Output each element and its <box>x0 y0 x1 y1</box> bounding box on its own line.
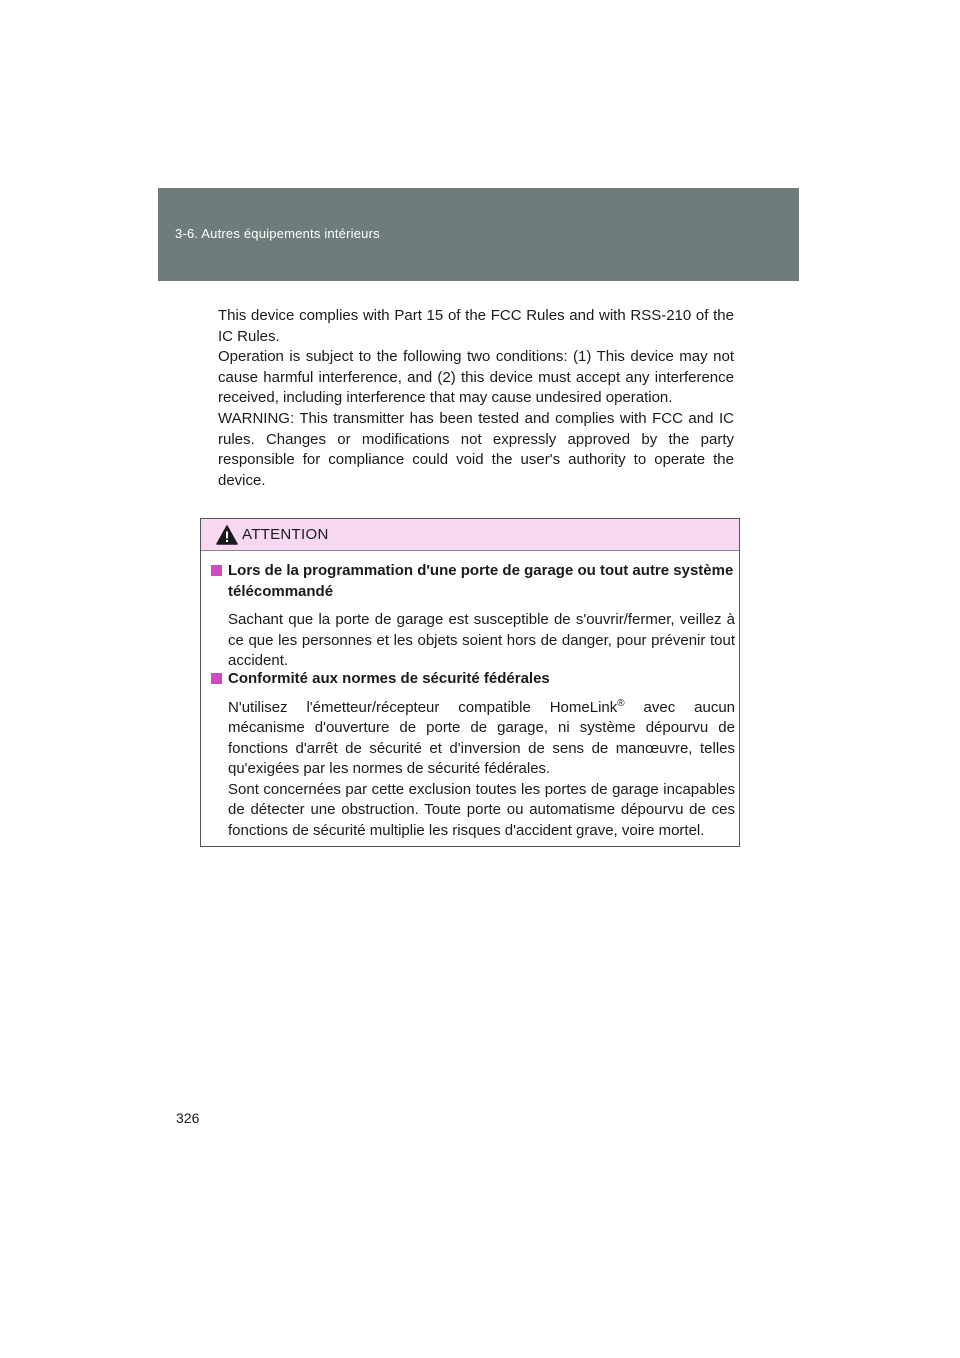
fcc-paragraph-1: This device complies with Part 15 of the FCC Rules and with RSS-210 of the IC Rules. <box>218 307 734 345</box>
attention-item-heading: Lors de la programmation d'une porte de garage ou tout autre système télécommandé <box>211 561 735 602</box>
attention-item <box>211 669 735 841</box>
fcc-paragraph-2: Operation is subject to the following two conditions: (1) This device may not cause harmful interference, and (2) this device must accept any interference received, including interference that may cause undesired operation. <box>218 348 734 406</box>
attention-box <box>200 518 740 847</box>
section-title: 3-6. Autres équipements intérieurs <box>175 226 380 241</box>
warning-triangle-icon <box>216 525 238 545</box>
warning-paragraph: WARNING: This transmitter has been tested and complies with FCC and IC rules. Changes or modifications not expressly approved by the party responsible for compliance could void the user's authority to operate the device. <box>218 410 734 489</box>
page-number: 326 <box>176 1110 200 1126</box>
attention-title: ATTENTION <box>242 526 329 543</box>
attention-item <box>211 561 735 672</box>
bullet-square-icon <box>211 673 222 684</box>
attention-item-body: Sachant que la porte de garage est susceptible de s'ouvrir/fermer, veillez à ce que les personnes et les objets soient hors de danger, pour prévenir tout accident. <box>228 611 735 669</box>
bullet-square-icon <box>211 565 222 576</box>
attention-item-heading: Conformité aux normes de sécurité fédérales <box>211 669 735 690</box>
attention-item-body: N'utilisez l'émetteur/récepteur compatible HomeLink® avec aucun mécanisme d'ouverture de porte de garage, ni système dépourvu de fonctions d'arrêt de sécurité et d'inversion de sens de manœuvre, telles qu'exigées par les normes de sécurité fédérales. Sont concernées par cette exclusion toutes les portes de garage incapables de détecter une obstruction. Toute porte ou automatisme dépourvu de ces fonctions de sécurité multiplie les risques d'accident grave, voire mortel. <box>228 697 736 839</box>
attention-header <box>201 519 739 551</box>
fcc-compliance-text <box>218 306 734 409</box>
registered-mark: ® <box>617 697 625 709</box>
fcc-warning-text <box>218 409 734 491</box>
